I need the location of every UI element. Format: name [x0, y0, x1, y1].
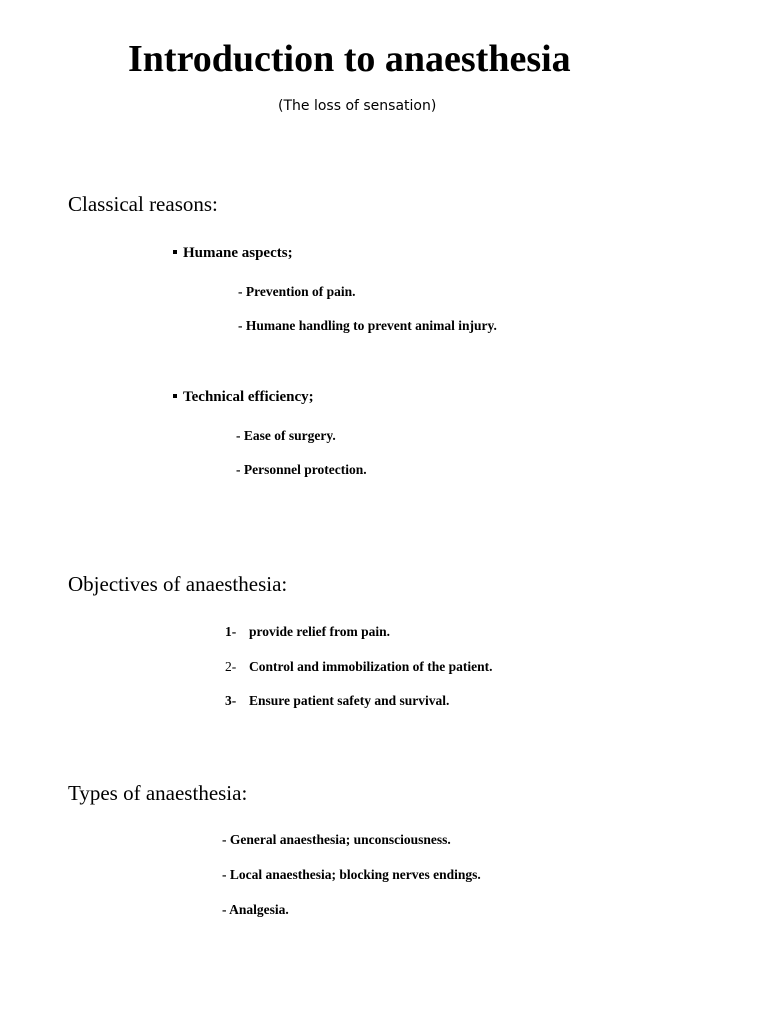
square-bullet-icon: [173, 250, 177, 254]
list-item: - Ease of surgery.: [236, 428, 336, 443]
numbered-item: [225, 658, 493, 676]
humane-aspects-bullet: [173, 243, 293, 263]
bullet-label: Humane aspects;: [183, 245, 293, 261]
list-item: - Personnel protection.: [236, 462, 367, 477]
item-number: 2-: [225, 659, 237, 674]
item-number: 3-: [225, 693, 237, 708]
bullet-label: Technical efficiency;: [183, 389, 314, 405]
item-text: Ensure patient safety and survival.: [249, 693, 450, 708]
list-item: - Prevention of pain.: [238, 284, 356, 299]
item-text: Control and immobilization of the patient.: [249, 659, 493, 674]
technical-efficiency-bullet: [173, 387, 314, 407]
classical-reasons-heading: Classical reasons:: [68, 192, 218, 216]
numbered-item: [225, 623, 390, 641]
item-text: provide relief from pain.: [249, 624, 390, 639]
list-item: - General anaesthesia; unconsciousness.: [222, 832, 451, 847]
page-title: Introduction to anaesthesia: [128, 38, 571, 80]
square-bullet-icon: [173, 394, 177, 398]
numbered-item: [225, 692, 449, 710]
list-item: - Analgesia.: [222, 902, 289, 917]
types-heading: Types of anaesthesia:: [68, 781, 248, 805]
item-number: 1-: [225, 624, 237, 639]
page-subtitle: (The loss of sensation): [278, 98, 437, 114]
list-item: - Humane handling to prevent animal injury.: [238, 318, 497, 333]
list-item: - Local anaesthesia; blocking nerves endings.: [222, 867, 481, 882]
objectives-heading: Objectives of anaesthesia:: [68, 572, 288, 596]
